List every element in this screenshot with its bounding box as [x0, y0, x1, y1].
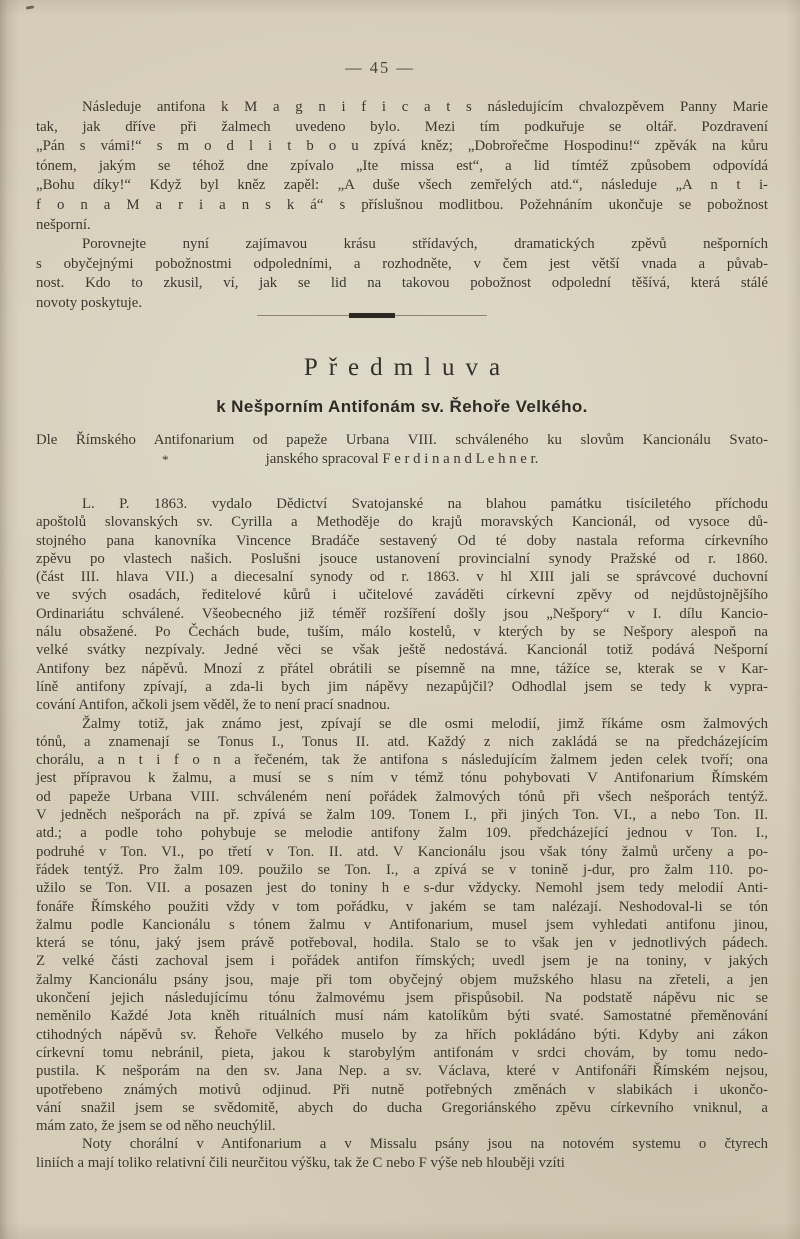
- text-line: s obyčejnými pobožnostmi odpoledními, a rozhodněte, v čem jest větší vnada a půvab-: [36, 255, 768, 272]
- text-line: Antifony bez nápěvů. Mnozí z přátel obrátili se písemně na mne, tážíce se, kterak se v Kar-: [36, 660, 768, 677]
- text-line: tak, jak dříve při žalmech uvedeno bylo. Mezi tím podkuřuje se oltář. Pozdravení: [36, 118, 768, 135]
- text-line: zpěvu po vlastech našich. Poslušni jsouce ustanovení provincialní synody Pražské od r. 1860.: [36, 550, 768, 567]
- text-line: fonáře Římského použiti vždy v tom pořádku, v jakém se tam nalézají. Neshodoval-li se tón: [36, 898, 768, 915]
- footnote-mark: *: [162, 452, 169, 467]
- text-line: Noty chorální v Antifonarium a v Missalu psány jsou na notovém systemu o čtyrech: [82, 1136, 768, 1153]
- preface-byline: [36, 431, 768, 469]
- paragraph: [36, 495, 768, 715]
- paragraph: [36, 235, 768, 313]
- byline-line: janského spracoval F e r d i n a n d L e h n e r.: [265, 451, 539, 467]
- text-line: mám zato, že jsem se od něho neuchýlil.: [36, 1118, 276, 1135]
- text-line: nálu obsažené. Po Čechách bude, tuším, málo kostelů, v kterých by se Nešpory alespoň na: [36, 624, 768, 641]
- byline-line: Dle Římského Antifonarium od papeže Urbana VIII. schváleného ku slovům Kancionálu Svato-: [36, 432, 768, 448]
- text-line: liniích a mají toliko relativní čili neurčitou výšku, tak že C nebo F výše neb hlouběji vzíti: [36, 1154, 565, 1171]
- text-line: Ordinariátu schválené. Všeobecného již téměř rozšíření došly jsou „Nešpory“ v I. dílu Kancio-: [36, 605, 768, 622]
- text-line: Porovnejte nyní zajímavou krásu střídavých, dramatických zpěvů nešporních: [82, 236, 768, 253]
- text-line: f o n a M a r i a n s k á“ s příslušnou modlitbou. Požehnáním ukončuje se pobožnost: [36, 196, 768, 213]
- preface-body: [36, 495, 768, 1172]
- text-line: žalmu podle Kancionálu s tónem žalmu v Antifonarium, musel jsem vyhledati antifonu jinou,: [36, 916, 768, 933]
- text-line: tónů, a znamenají se Tonus I., Tonus II. atd. Každý z nich zakládá se na předcházejícím: [36, 733, 768, 750]
- paragraph: [36, 715, 768, 1136]
- text-line: ukončení jejich následujícímu tónu žalmovému jsem přispůsobil. Na podstatě nápěvu nic se: [36, 990, 768, 1007]
- text-line: upotřebeno známých motivů odjinud. Při nutně potřebných změnách v slabikách i ukončo-: [36, 1081, 768, 1098]
- text-line: (část III. hlava VII.) a diecesalní synody od r. 1863. v hl XIII jali se správcové duchovní: [36, 569, 768, 586]
- text-line: velké svátky nezpívaly. Jedné věci se však ještě nedostává. Kancionál totiž podává Nešporní: [36, 642, 768, 659]
- text-line: Žalmy totiž, jak známo jest, zpívají se dle osmi melodií, jimž říkáme osm žalmových: [82, 715, 768, 732]
- paper-speck: [26, 5, 34, 9]
- text-line: užilo se Ton. VII. a posazen jest do toniny h e s-dur vždycky. Nemohl jsem tedy melodií Anti-: [36, 880, 768, 897]
- section-divider: [257, 315, 487, 316]
- text-line: novoty poskytuje.: [36, 294, 143, 311]
- text-line: stojného pana kanovníka Vincence Bradáče sestavený Od té doby nastala reforma církevního: [36, 532, 768, 549]
- text-line: „Pán s vámi!“ s m o d l i t b o u zpívá kněz; „Dobrořečme Hospodinu!“ zpěvák na kůru: [36, 138, 768, 155]
- text-line: od papeže Urbana VIII. schváleném není pořádek žalmových tónů při všech nešporách tentýž.: [36, 788, 768, 805]
- text-line: vání snažil jsem se svědomitě, abych do ducha Gregoriánského zpěvu církevního vniknul, a: [36, 1099, 768, 1116]
- text-line: nešporní.: [36, 216, 91, 233]
- intro-section: [36, 98, 768, 314]
- text-line: žalmy Kancionálu psány jsou, maje při tom obyčejný objem mužského hlasu na zřeteli, a jen: [36, 971, 768, 988]
- text-line: apoštolů slovanských sv. Cyrilla a Methoděje do krajů moravských Kancionál, od vysoce dů-: [36, 514, 768, 531]
- text-line: církevní tomu nebránil, pieta, jakou k starobylým antifonám v srdci chovám, by tomu nedo-: [36, 1044, 768, 1061]
- text-line: chorálu, a n t i f o n a řečeném, tak že antifona s následujícím žalmem jeden celek tvoří; ona: [36, 752, 768, 769]
- text-line: pustila. K nešporám na den sv. Jana Nep. a sv. Václava, které v Antifonáři Římském nejsou,: [36, 1063, 768, 1080]
- page-number: — 45 —: [345, 58, 415, 77]
- text-line: jest přípravou k žalmu, a musí se s ním v témž tónu pohybovati V Antifonarium Římském: [36, 770, 768, 787]
- text-line: která se tónu, jaký jsem právě potřeboval, hodila. Stalo se to však jen v jednotlivých pádech.: [36, 935, 768, 952]
- text-line: atd.; a podle toho pohybuje se melodie antifony žalm 109. předcházející jednou v Ton. I.,: [36, 825, 768, 842]
- text-line: cování Antifon, ačkoli jsem věděl, že to není prací snadnou.: [36, 697, 391, 714]
- text-line: „Bohu díky!“ Když byl kněz zapěl: „A duše všech zemřelých atd.“, následuje „A n t i-: [36, 177, 768, 194]
- text-line: L. P. 1863. vydalo Dědictví Svatojanské na blahou památku tisíciletého příchodu: [82, 496, 768, 512]
- text-line: řádek tentýž. Pro žalm 109. použilo se Ton. I., a zpívá se v tonině j-dur, pro žalm 110. po-: [36, 861, 768, 878]
- text-line: V jedněch nešporách na př. zpívá se žalm 109. Tonem I., při jiných Ton. VI., a nebo Ton. II.: [36, 807, 768, 824]
- preface-title: Předmluva: [303, 354, 512, 381]
- text-line: ve svých osadách, ředitelové kůrů i učitelové zaváděti církevní zpěvy od nejdůstojnějšího: [36, 587, 768, 604]
- text-line: neměnilo Každé Jota kněh rituálních musí nám katolíkům býti svaté. Samostatné přeměnování: [36, 1008, 768, 1025]
- text-line: líně antifony zpívají, a zda-li bych jim nápěvy nezapůjčil? Odhodlal jsem se tedy k vypra-: [36, 678, 768, 695]
- divider-thick-segment: [349, 313, 395, 318]
- text-line: ctihodných nápěvů sv. Řehoře Velkého muselo by za hřích pokládáno býti. Kdyby ani zákon: [36, 1026, 768, 1043]
- preface-subtitle: k Nešporním Antifonám sv. Řehoře Velkého.: [216, 397, 588, 416]
- text-line: nost. Kdo to zkusil, ví, jak se lid na takovou pobožnost odpolední těšívá, která stálé: [36, 275, 768, 292]
- text-line: tónem, jakým se téhož dne zpívalo „Ite missa est“, a lid tímtéž způsobem odpovídá: [36, 157, 768, 174]
- text-line: podruhé v Ton. VI., po třetí v Ton. II. atd. V Kancionálu jsou však tóny žalmů určeny a po-: [36, 843, 768, 860]
- text-line: Následuje antifona k M a g n i f i c a t s následujícím chvalozpěvem Panny Marie: [82, 99, 768, 115]
- paragraph: [36, 98, 768, 235]
- text-line: Z velké části zachoval jsem i pořádek antifon římských; uvedl jsem je na toniny, v jakých: [36, 953, 768, 970]
- paragraph: [36, 1135, 768, 1172]
